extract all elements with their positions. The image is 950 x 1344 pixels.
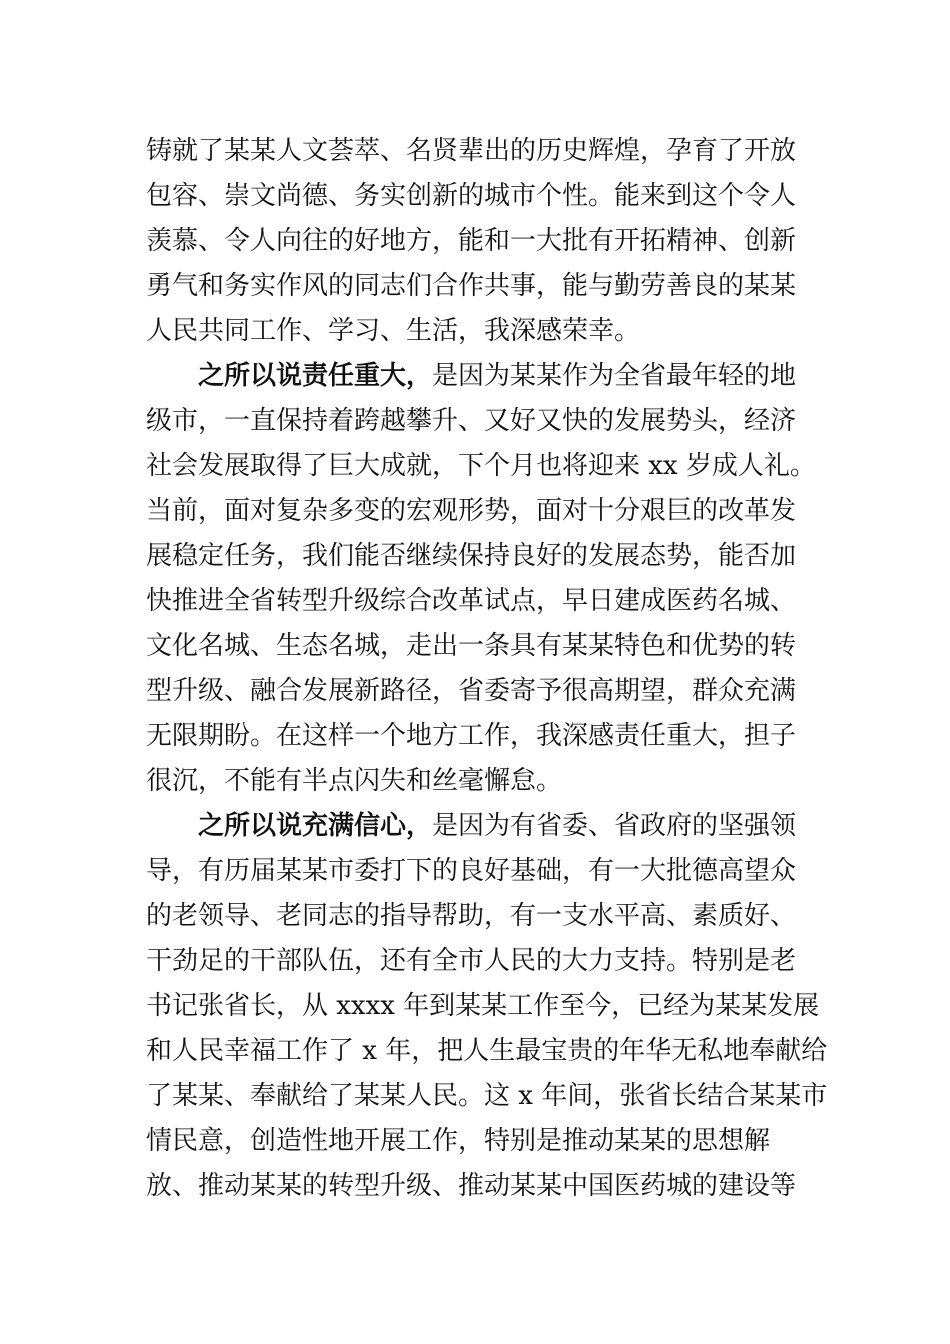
text-line: 级市，一直保持着跨越攀升、又好又快的发展势头，经济 [146,406,797,436]
paragraph-first-text: 是因为有省委、省政府的坚强领 [432,811,797,841]
paragraph-lead: 之所以说充满信心， [198,811,433,841]
text-line: 的老领导、老同志的指导帮助，有一支水平高、素质好、 [146,901,797,931]
text-line: 导，有历届某某市委打下的良好基础，有一大批德高望众 [146,856,797,886]
text-line: 快推进全省转型升级综合改革试点，早日建成医药名城、 [146,586,797,616]
text-line: 放、推动某某的转型升级、推动某某中国医药城的建设等 [146,1171,797,1201]
text-line: 羡慕、令人向往的好地方，能和一大批有开拓精神、创新 [146,226,797,256]
paragraph-lead: 之所以说责任重大， [198,361,433,391]
text-line: 情民意，创造性地开展工作，特别是推动某某的思想解 [146,1126,771,1156]
text-line: 社会发展取得了巨大成就，下个月也将迎来 xx 岁成人礼。 [146,451,816,481]
text-line: 当前，面对复杂多变的宏观形势，面对十分艰巨的改革发 [146,496,797,526]
text-line: 展稳定任务，我们能否继续保持良好的发展态势，能否加 [146,541,797,571]
text-line: 书记张省长，从 xxxx 年到某某工作至今，已经为某某发展 [146,991,820,1021]
text-line: 勇气和务实作风的同志们合作共事，能与勤劳善良的某某 [146,271,797,301]
text-line: 很沉，不能有半点闪失和丝毫懈怠。 [146,766,563,796]
text-line: 铸就了某某人文荟萃、名贤辈出的历史辉煌，孕育了开放 [146,136,797,166]
text-line: 包容、崇文尚德、务实创新的城市个性。能来到这个令人 [146,181,797,211]
text-line: 人民共同工作、学习、生活，我深感荣幸。 [146,316,641,346]
text-line: 文化名城、生态名城，走出一条具有某某特色和优势的转 [146,631,797,661]
text-line: 了某某、奉献给了某某人民。这 x 年间，张省长结合某某市 [146,1081,828,1111]
text-line: 和人民幸福工作了 x 年，把人生最宝贵的年华无私地奉献给 [146,1036,828,1066]
paragraph-first-line [198,809,878,843]
paragraph-first-text: 是因为某某作为全省最年轻的地 [432,361,797,391]
text-line: 型升级、融合发展新路径，省委寄予很高期望，群众充满 [146,676,797,706]
text-line: 无限期盼。在这样一个地方工作，我深感责任重大，担子 [146,721,797,751]
paragraph-first-line [198,359,878,393]
text-line: 干劲足的干部队伍，还有全市人民的大力支持。特别是老 [146,946,797,976]
